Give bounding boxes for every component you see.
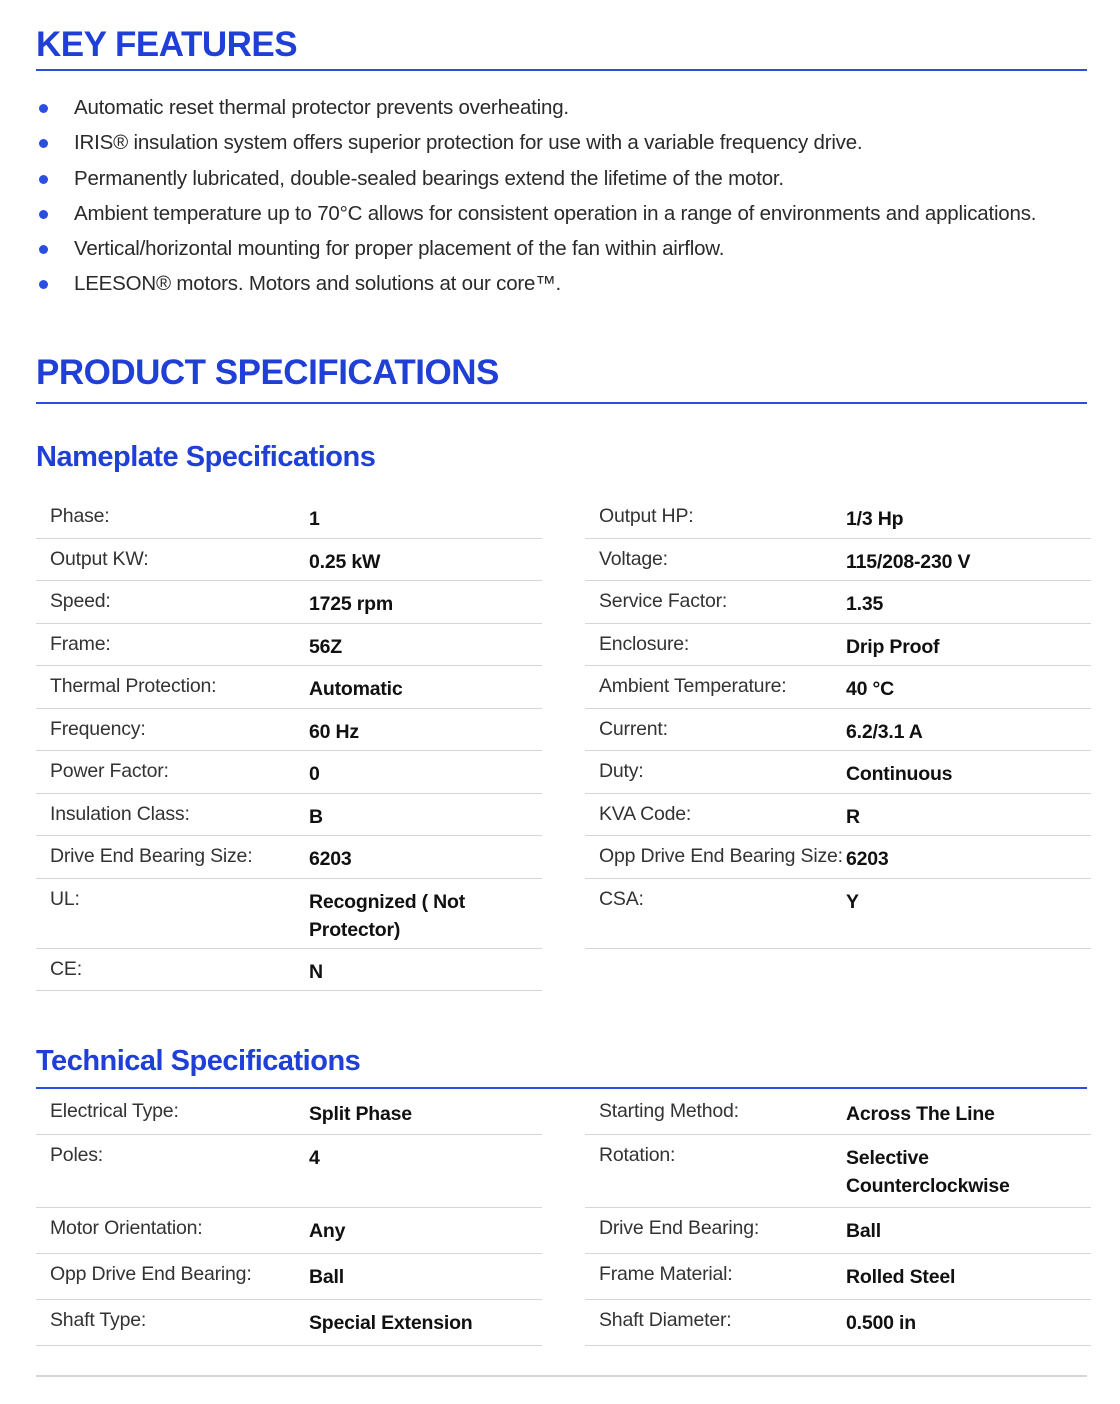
spec-value: 1725 rpm [309,593,394,615]
spec-value: Recognized ( Not Protector) [309,890,466,941]
spec-value: 4 [309,1147,320,1169]
spec-label: Phase: [50,505,110,527]
technical-specifications-divider [36,1087,1087,1089]
spec-value: 60 Hz [309,720,359,743]
key-features-heading: KEY FEATURES [36,25,298,64]
spec-label: Starting Method: [599,1100,739,1122]
feature-item [36,161,1096,196]
spec-value: Rolled Steel [846,1266,956,1288]
spec-label: Opp Drive End Bearing Size: [599,845,843,867]
spec-row [36,836,542,879]
spec-label: Drive End Bearing Size: [50,845,253,867]
spec-label: Frame Material: [599,1263,733,1285]
spec-row [585,539,1091,582]
feature-text: Vertical/horizontal mounting for proper placement of the fan within airflow. [74,237,725,261]
spec-label: CSA: [599,887,644,910]
product-specifications-divider [36,402,1087,404]
spec-row [585,709,1091,752]
feature-text: LEESON® motors. Motors and solutions at our core™. [74,272,562,296]
bullet-dot-icon [39,280,48,289]
feature-item [36,90,1096,125]
spec-row [36,1208,542,1254]
spec-row [585,581,1091,624]
nameplate-specifications-heading: Nameplate Specifications [36,441,376,473]
technical-specifications-heading: Technical Specifications [36,1045,361,1077]
spec-row [36,751,542,794]
spec-row [36,624,542,667]
spec-value: Special Extension [309,1312,473,1334]
spec-value: 6.2/3.1 A [846,720,923,743]
spec-row [585,1091,1091,1135]
spec-value: 1 [309,508,320,530]
spec-label: Electrical Type: [50,1100,179,1122]
spec-value: 0.25 kW [309,550,381,573]
spec-label: UL: [50,887,80,910]
nameplate-table-right [585,496,1091,949]
spec-value: Y [846,890,859,913]
spec-value: Across The Line [846,1103,995,1125]
spec-label: Thermal Protection: [50,675,217,697]
feature-text: IRIS® insulation system offers superior protection for use with a variable frequency drive. [74,131,863,155]
spec-label: Service Factor: [599,590,728,612]
bottom-divider [36,1375,1087,1377]
spec-row [36,1300,542,1346]
spec-label: Insulation Class: [50,802,190,825]
spec-label: Voltage: [599,547,668,570]
spec-row [36,1254,542,1300]
spec-label: Opp Drive End Bearing: [50,1263,252,1285]
product-specifications-heading: PRODUCT SPECIFICATIONS [36,353,499,392]
feature-text: Automatic reset thermal protector prevents overheating. [74,96,569,119]
spec-label: Enclosure: [599,632,690,655]
spec-value: 1/3 Hp [846,508,904,530]
spec-row [36,666,542,709]
spec-value: Selective Counterclockwise [846,1147,1010,1197]
spec-label: Ambient Temperature: [599,675,787,697]
spec-row [36,496,542,539]
spec-row [585,879,1091,949]
key-features-list [36,90,1096,302]
spec-value: Drip Proof [846,635,940,658]
spec-row [36,1091,542,1135]
feature-item [36,196,1096,231]
spec-label: Shaft Type: [50,1309,147,1331]
spec-value: Continuous [846,763,953,785]
bullet-dot-icon [39,210,48,219]
spec-label: CE: [50,957,82,980]
spec-value: R [846,805,860,828]
spec-value: 1.35 [846,593,884,615]
spec-row [36,1135,542,1208]
spec-value: B [309,805,323,828]
spec-label: Frame: [50,632,111,655]
bullet-dot-icon [39,245,48,254]
spec-value: 56Z [309,635,343,658]
technical-table-right [585,1091,1091,1346]
spec-label: KVA Code: [599,802,692,825]
spec-value: Split Phase [309,1103,412,1125]
spec-label: Output KW: [50,547,149,570]
spec-row [585,1300,1091,1346]
spec-label: Motor Orientation: [50,1217,203,1239]
spec-label: Duty: [599,760,644,782]
feature-item [36,266,1096,301]
spec-row [585,624,1091,667]
spec-row [36,949,542,992]
spec-row [585,1135,1091,1208]
feature-text: Ambient temperature up to 70°C allows for consistent operation in a range of environments and applications. [74,201,1037,225]
spec-value: Ball [309,1266,344,1288]
spec-row [36,709,542,752]
spec-label: Drive End Bearing: [599,1217,760,1239]
spec-row [585,666,1091,709]
spec-row [585,1208,1091,1254]
nameplate-table-left [36,496,542,991]
spec-value: 6203 [846,848,889,870]
feature-text: Permanently lubricated, double-sealed bearings extend the lifetime of the motor. [74,166,784,190]
key-features-divider [36,69,1087,71]
spec-label: Speed: [50,590,111,612]
spec-value: N [309,960,323,983]
spec-row [585,1254,1091,1300]
spec-value: 0.500 in [846,1312,916,1334]
spec-row [36,794,542,837]
spec-value: 40 °C [846,678,894,700]
spec-label: Power Factor: [50,760,169,782]
technical-table-left [36,1091,542,1346]
bullet-dot-icon [39,104,48,113]
spec-row [585,794,1091,837]
bullet-dot-icon [39,175,48,184]
spec-label: Poles: [50,1144,103,1166]
spec-value: Automatic [309,678,403,700]
spec-row [585,751,1091,794]
spec-row [585,836,1091,879]
spec-value: 6203 [309,848,352,870]
spec-label: Output HP: [599,505,694,527]
bullet-dot-icon [39,139,48,148]
spec-value: 0 [309,763,320,785]
spec-label: Current: [599,717,668,740]
spec-label: Rotation: [599,1144,676,1166]
spec-row [36,539,542,582]
spec-value: Ball [846,1220,881,1242]
spec-row [36,581,542,624]
spec-row [36,879,542,949]
feature-item [36,125,1096,160]
spec-value: Any [309,1220,346,1242]
spec-label: Shaft Diameter: [599,1309,732,1331]
spec-row [585,496,1091,539]
feature-item [36,231,1096,266]
spec-value: 115/208-230 V [846,550,971,573]
spec-label: Frequency: [50,717,146,740]
